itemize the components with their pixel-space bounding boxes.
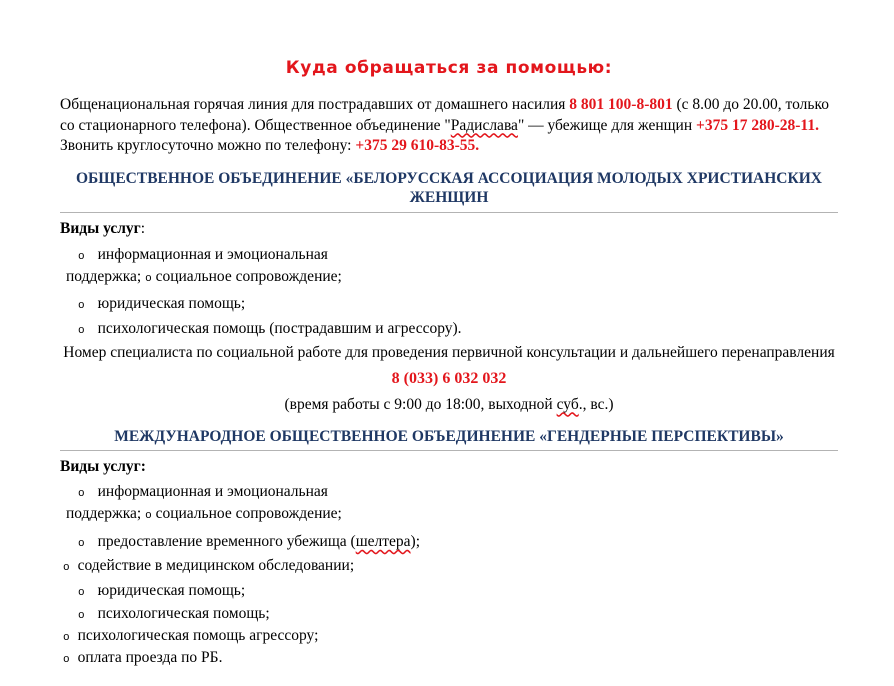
list-item-text: [66, 268, 342, 285]
text-segment: " — убежище для женщин: [517, 116, 697, 134]
text-segment: ., вс.): [578, 395, 614, 413]
org-heading-1: ОБЩЕСТВЕННОЕ ОБЪЕДИНЕНИЕ «БЕЛОРУССКАЯ АССОЦИАЦИЯ МОЛОДЫХ ХРИСТИАНСКИХ ЖЕНЩИН: [60, 169, 838, 213]
text-segment: поддержка;: [66, 505, 146, 522]
text-segment: Радислава: [450, 116, 518, 134]
list-item: [60, 626, 838, 648]
list-item: [60, 294, 838, 316]
text-segment: юридическая помощь;: [97, 582, 246, 599]
list-item-text: [98, 320, 462, 337]
text-segment: оплата проезда по РБ.: [77, 649, 223, 666]
list-item-text: [98, 533, 420, 550]
list-item: [60, 245, 838, 267]
bullet-marker: o: [63, 562, 70, 574]
text-segment: );: [410, 533, 420, 550]
text-segment: психологическая помощь (пострадавшим и агрессору).: [97, 319, 462, 337]
text-segment: психологическая помощь;: [97, 605, 270, 622]
services-label-2-text: Виды услуг:: [60, 458, 146, 475]
referral-note: Номер специалиста по социальной работе для проведения первичной консультации и дальнейшего перенаправления: [63, 343, 835, 361]
text-segment: психологическая помощь агрессору;: [77, 627, 319, 644]
list-item-text: [98, 483, 328, 500]
text-segment: 8 801 100-8-801: [569, 96, 673, 113]
bullet-marker: o: [78, 488, 85, 500]
text-segment: социальное сопровождение;: [151, 267, 342, 285]
services-label-1: [60, 219, 838, 238]
services-list-1: [60, 245, 838, 341]
list-item-text: [78, 649, 223, 666]
bullet-marker: o: [78, 610, 85, 622]
bullet-marker: o: [78, 587, 85, 599]
text-segment: предоставление временного убежища (: [97, 533, 356, 550]
text-segment: o: [145, 272, 152, 285]
list-item: [60, 556, 838, 578]
text-segment: суб: [556, 395, 579, 413]
services-label-1-colon: :: [140, 219, 146, 237]
list-item-text: [98, 295, 246, 312]
list-item: [60, 267, 838, 289]
bullet-marker: o: [78, 250, 85, 263]
list-item: [60, 504, 838, 526]
list-item: [60, 581, 838, 603]
list-item-text: [98, 582, 246, 599]
bullet-marker: o: [78, 324, 85, 337]
services-list-2: [60, 482, 838, 670]
bullet-marker: o: [78, 538, 85, 550]
list-item-text: [66, 505, 342, 522]
intro-paragraph: [60, 95, 838, 157]
text-segment: o: [145, 510, 152, 522]
list-item-text: [98, 605, 270, 622]
list-item: [60, 482, 838, 504]
text-segment: информационная и эмоциональная: [97, 483, 328, 500]
text-segment: информационная и эмоциональная: [97, 245, 328, 263]
text-segment: шелтера: [355, 533, 411, 550]
bullet-marker: o: [78, 299, 85, 312]
text-segment: поддержка;: [66, 267, 146, 285]
text-segment: +375 29 610-83-55.: [355, 137, 480, 154]
list-item-text: [98, 246, 328, 263]
text-segment: юридическая помощь;: [97, 294, 246, 312]
text-segment: социальное сопровождение;: [151, 505, 342, 522]
document-page: [0, 56, 894, 670]
list-item: [60, 648, 838, 670]
bullet-marker: o: [63, 632, 70, 644]
list-item: [60, 532, 838, 554]
list-item: [60, 604, 838, 626]
services-label-2: [60, 457, 838, 476]
text-segment: Общенациональная горячая линия для пострадавших от домашнего насилия: [60, 96, 570, 113]
text-segment: (с 8.00 до 20.00, только со стационарного телефона). Общественное объединение ": [60, 96, 829, 134]
working-hours: [60, 395, 838, 415]
text-segment: содействие в медицинском обследовании;: [77, 557, 355, 574]
org-heading-2: МЕЖДУНАРОДНОЕ ОБЩЕСТВЕННОЕ ОБЪЕДИНЕНИЕ «ГЕНДЕРНЫЕ ПЕРСПЕКТИВЫ»: [60, 427, 838, 452]
list-item: [60, 319, 838, 341]
text-segment: Звонить круглосуточно можно по телефону:: [60, 137, 356, 154]
page-title: Куда обращаться за помощью:: [285, 58, 613, 78]
bullet-marker: o: [63, 654, 70, 666]
phone-number: 8 (033) 6 032 032: [391, 369, 507, 387]
list-item-text: [78, 557, 355, 574]
text-segment: +375 17 280-28-11.: [696, 116, 819, 134]
text-segment: (время работы с 9:00 до 18:00, выходной: [284, 395, 557, 413]
services-label-1-text: Виды услуг: [60, 219, 141, 237]
